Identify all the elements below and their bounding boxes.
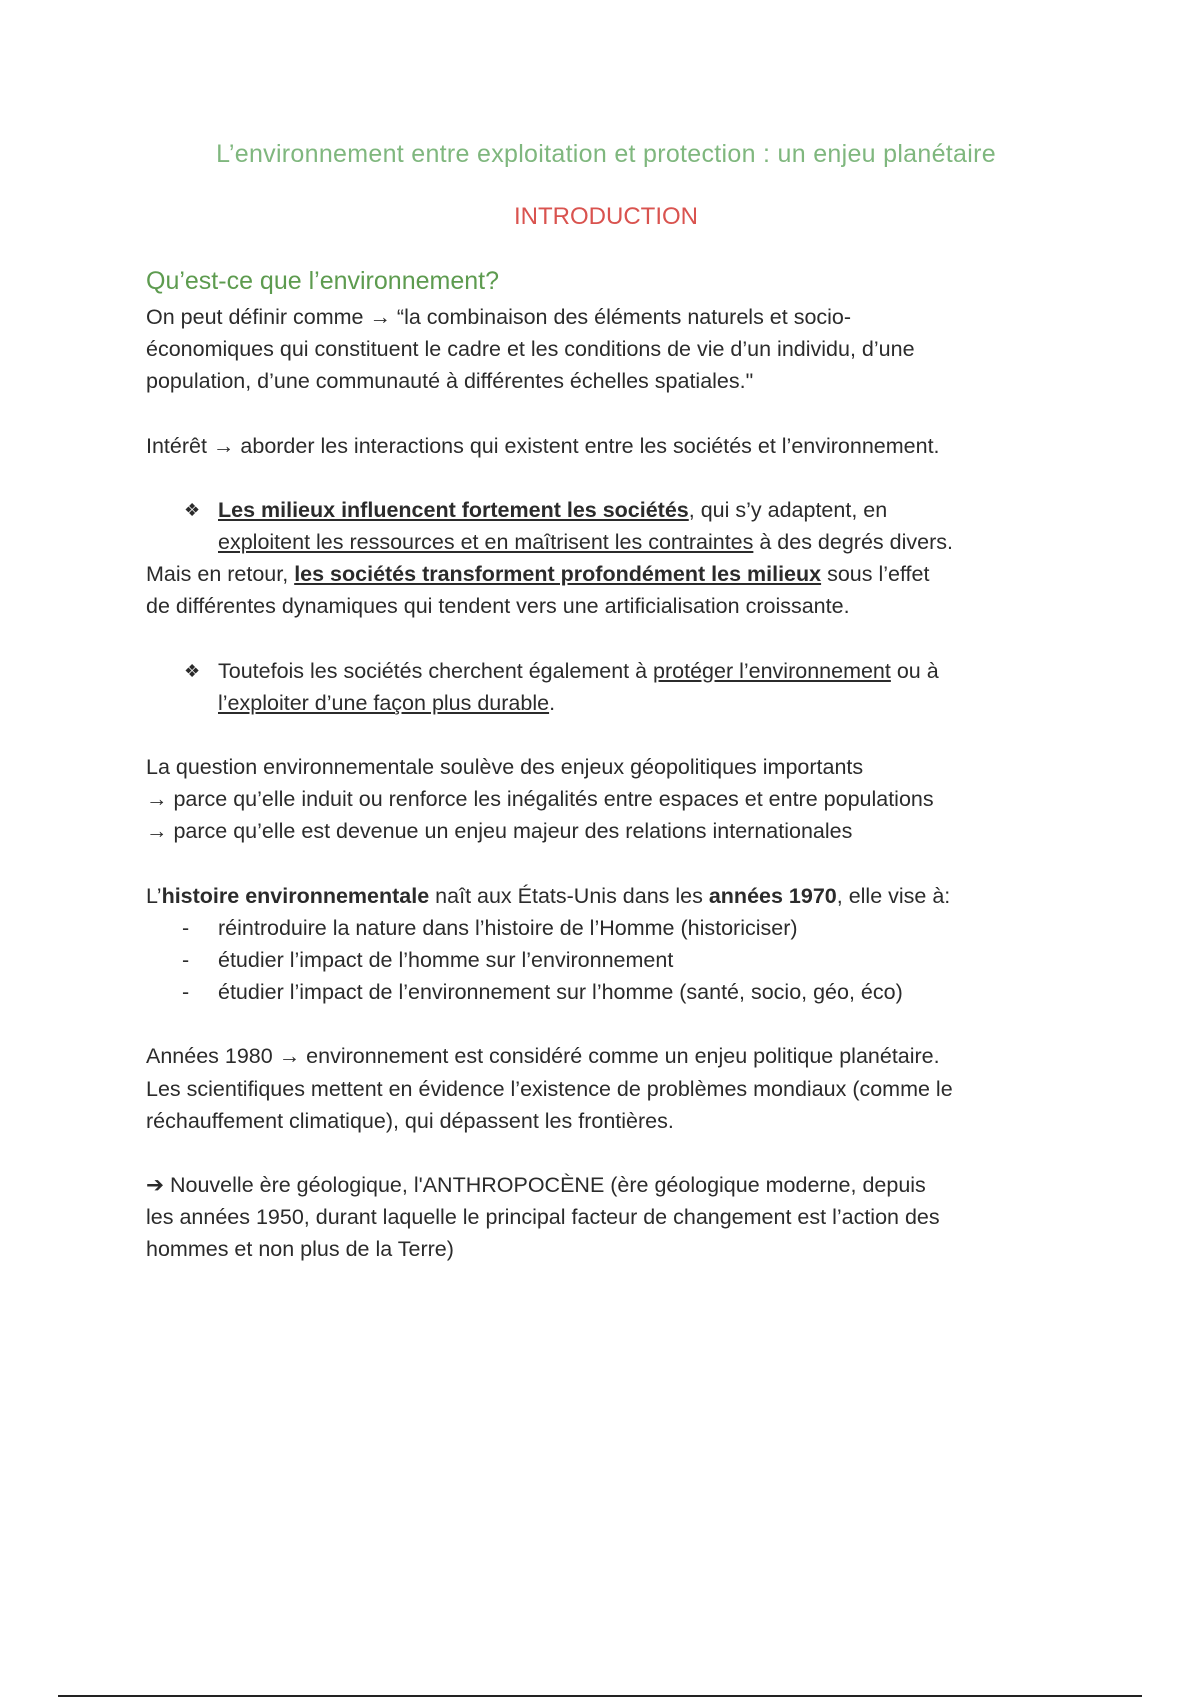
list-item [146, 944, 1076, 976]
text: Mais en retour, [146, 562, 295, 587]
annees-1980-line: Années 1980 → environnement est considéré comme un enjeu politique planétaire. [146, 1044, 940, 1069]
retour-line-2: de différentes dynamiques qui tendent vers une artificialisation croissante. [146, 594, 850, 619]
text: , qui s’y adaptent, en [688, 497, 888, 522]
annees-1980-line: réchauffement climatique), qui dépassent les frontières. [146, 1108, 674, 1133]
intro-heading: INTRODUCTION [514, 203, 698, 230]
bold-underlined-text: les sociétés transforment profondément les milieux [294, 562, 822, 587]
anthropocene-line: hommes et non plus de la Terre) [146, 1237, 454, 1262]
footer-divider [58, 1695, 1142, 1697]
underlined-text: exploitent les ressources et en maîtrisent les contraintes [218, 530, 754, 555]
text: sous l’effet [821, 562, 930, 587]
histoire-list [146, 912, 1076, 1009]
text: naît aux États-Unis dans les [429, 883, 709, 908]
retour-line [146, 558, 1076, 590]
section-heading: Qu’est-ce que l’environnement? [146, 267, 499, 295]
dash-bullet: - [182, 980, 190, 1005]
underlined-text: protéger l’environnement [653, 658, 891, 683]
bold-text: histoire environnementale [161, 883, 430, 908]
text: , elle vise à: [836, 883, 951, 908]
anthropocene-line: les années 1950, durant laquelle le principal facteur de changement est l’action des [146, 1205, 940, 1230]
annees-1980-line: Les scientifiques mettent en évidence l’existence de problèmes mondiaux (comme le [146, 1076, 953, 1101]
list-item-text: étudier l’impact de l’homme sur l’environnement [218, 948, 674, 973]
text: . [549, 690, 556, 715]
list-item-text: réintroduire la nature dans l’histoire de l’Homme (historiciser) [218, 915, 798, 940]
question-line: → parce qu’elle induit ou renforce les inégalités entre espaces et entre populations [146, 787, 934, 812]
histoire-line [146, 880, 1076, 912]
bold-text: années 1970 [708, 883, 837, 908]
dash-bullet: - [182, 948, 190, 973]
underlined-text: l’exploiter d’une façon plus durable [218, 690, 550, 715]
text: à des degrés divers. [753, 530, 953, 555]
definition-line: population, d’une communauté à différentes échelles spatiales." [146, 369, 754, 394]
list-item [146, 976, 1076, 1008]
text: ou à [890, 658, 939, 683]
dash-bullet: - [182, 915, 190, 940]
bold-underlined-text: Les milieux influencent fortement les sociétés [218, 497, 689, 522]
definition-line: On peut définir comme → “la combinaison des éléments naturels et socio- [146, 305, 852, 329]
document-body [146, 301, 1076, 1266]
bullet-toutefois [146, 655, 1076, 719]
text: Toutefois les sociétés cherchent également à [218, 658, 654, 683]
question-line: La question environnementale soulève des enjeux géopolitiques importants [146, 755, 864, 780]
definition-line: économiques qui constituent le cadre et les conditions de vie d’un individu, d’une [146, 337, 915, 362]
list-item [146, 912, 1076, 944]
bullet-milieux [146, 494, 1076, 558]
interet-paragraph: Intérêt → aborder les interactions qui existent entre les sociétés et l’environnement. [146, 433, 940, 458]
list-item-text: étudier l’impact de l’environnement sur l’homme (santé, socio, géo, éco) [218, 980, 903, 1005]
anthropocene-line: ➔ Nouvelle ère géologique, l'ANTHROPOCÈNE (ère géologique moderne, depuis [146, 1173, 926, 1198]
document-title: L’environnement entre exploitation et protection : un enjeu planétaire [216, 140, 996, 168]
diamond-bullet-icon: ❖ [184, 499, 201, 520]
question-line: → parce qu’elle est devenue un enjeu majeur des relations internationales [146, 819, 853, 844]
diamond-bullet-icon: ❖ [184, 660, 201, 681]
text: L’ [146, 883, 162, 908]
